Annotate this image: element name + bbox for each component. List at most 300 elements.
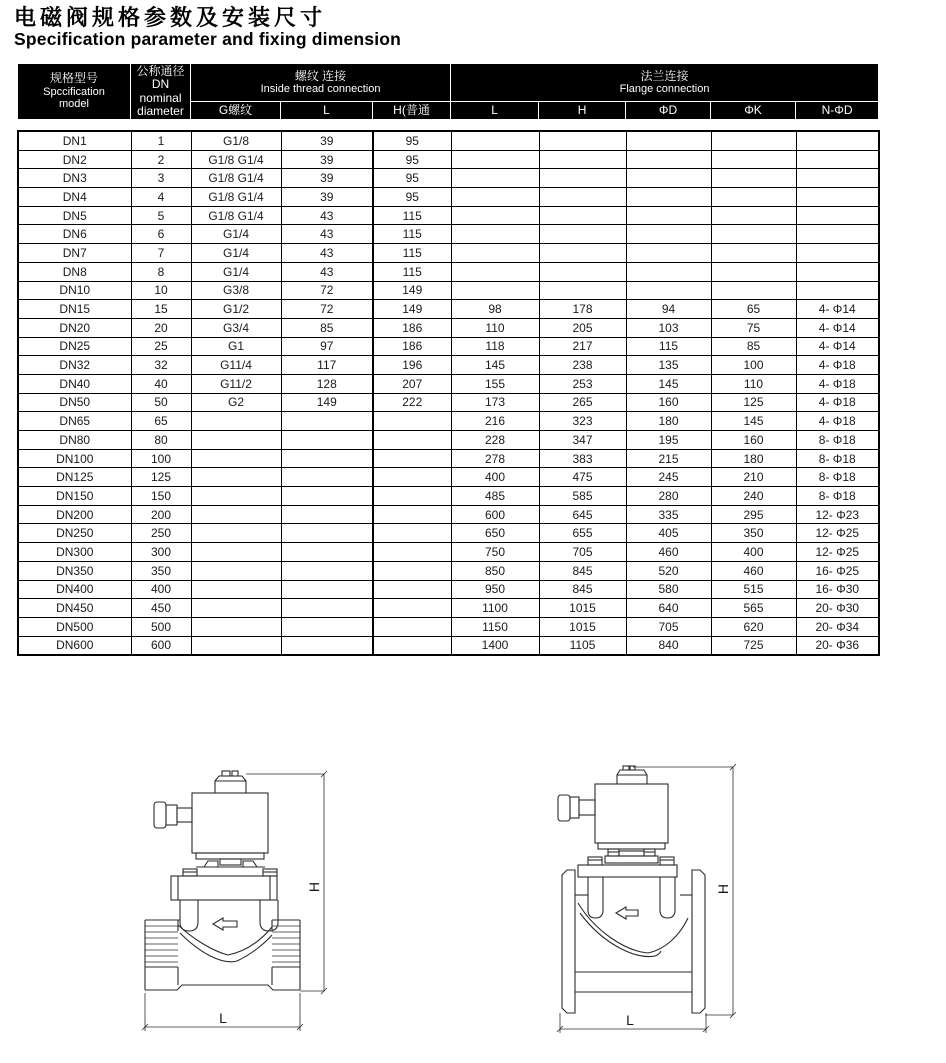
cell-thread-h: 196 xyxy=(373,356,451,375)
cell-thread-h xyxy=(373,412,451,431)
cell-flange-l xyxy=(451,150,539,169)
cell-thread-h: 95 xyxy=(373,188,451,207)
cell-dn: 125 xyxy=(131,468,191,487)
header-flange-zh: 法兰连接 xyxy=(640,68,689,83)
cable-connector xyxy=(558,795,595,821)
cell-flange-l xyxy=(451,281,539,300)
threaded-valve-drawing xyxy=(120,755,360,1055)
cell-phi-d: 135 xyxy=(626,356,711,375)
cell-phi-k xyxy=(711,225,796,244)
table-row xyxy=(18,449,879,468)
cell-thread-l: 39 xyxy=(281,150,373,169)
cell-n-phi-d: 12- Φ25 xyxy=(796,524,879,543)
cell-phi-k: 725 xyxy=(711,636,796,655)
table-row xyxy=(18,281,879,300)
cell-n-phi-d: 20- Φ36 xyxy=(796,636,879,655)
table-row xyxy=(18,374,879,393)
cell-g-thread: G1/4 xyxy=(191,225,281,244)
cell-phi-d: 245 xyxy=(626,468,711,487)
cell-thread-h xyxy=(373,599,451,618)
cell-flange-h: 845 xyxy=(539,561,626,580)
cell-phi-k: 75 xyxy=(711,318,796,337)
cell-thread-h: 149 xyxy=(373,300,451,319)
cell-thread-h xyxy=(373,468,451,487)
table-row xyxy=(18,337,879,356)
cell-n-phi-d: 4- Φ18 xyxy=(796,374,879,393)
header-model-en2: model xyxy=(59,98,89,111)
cell-flange-l xyxy=(451,262,539,281)
cell-phi-k xyxy=(711,150,796,169)
cell-flange-l: 278 xyxy=(451,449,539,468)
cell-model: DN100 xyxy=(18,449,131,468)
cell-g-thread xyxy=(191,617,281,636)
cell-n-phi-d: 4- Φ18 xyxy=(796,393,879,412)
table-row xyxy=(18,617,879,636)
cell-dn: 32 xyxy=(131,356,191,375)
cell-dn: 2 xyxy=(131,150,191,169)
bonnet-plate xyxy=(605,856,658,863)
cell-flange-h: 178 xyxy=(539,300,626,319)
cell-flange-h: 845 xyxy=(539,580,626,599)
cell-thread-l xyxy=(281,580,373,599)
cell-phi-k: 460 xyxy=(711,561,796,580)
cell-thread-h: 149 xyxy=(373,281,451,300)
cell-n-phi-d: 4- Φ14 xyxy=(796,318,879,337)
cell-dn: 500 xyxy=(131,617,191,636)
cell-flange-h xyxy=(539,169,626,188)
cell-flange-h xyxy=(539,262,626,281)
cell-n-phi-d xyxy=(796,262,879,281)
cell-flange-l: 1100 xyxy=(451,599,539,618)
cell-model: DN40 xyxy=(18,374,131,393)
cell-dn: 150 xyxy=(131,487,191,506)
cell-g-thread: G1/8 G1/4 xyxy=(191,150,281,169)
cell-model: DN20 xyxy=(18,318,131,337)
cell-g-thread xyxy=(191,449,281,468)
cell-n-phi-d: 8- Φ18 xyxy=(796,487,879,506)
cell-phi-d: 520 xyxy=(626,561,711,580)
cell-dn: 8 xyxy=(131,262,191,281)
cell-phi-d: 705 xyxy=(626,617,711,636)
cell-thread-l: 128 xyxy=(281,374,373,393)
cell-model: DN6 xyxy=(18,225,131,244)
cell-model: DN400 xyxy=(18,580,131,599)
cell-thread-h xyxy=(373,487,451,506)
cell-model: DN500 xyxy=(18,617,131,636)
cell-flange-l: 155 xyxy=(451,374,539,393)
cell-model: DN300 xyxy=(18,543,131,562)
cell-n-phi-d: 16- Φ25 xyxy=(796,561,879,580)
dimension-lines xyxy=(557,764,736,1033)
cell-phi-d: 335 xyxy=(626,505,711,524)
left-flange xyxy=(562,870,575,1013)
cell-model: DN80 xyxy=(18,431,131,450)
cell-g-thread: G1/2 xyxy=(191,300,281,319)
cell-flange-l: 173 xyxy=(451,393,539,412)
cell-thread-h: 115 xyxy=(373,262,451,281)
cell-n-phi-d xyxy=(796,150,879,169)
cell-thread-l: 43 xyxy=(281,262,373,281)
cell-model: DN1 xyxy=(18,131,131,150)
cell-model: DN2 xyxy=(18,150,131,169)
header-n-phi-d: N-ΦD xyxy=(796,102,879,120)
cell-dn: 20 xyxy=(131,318,191,337)
cell-thread-l xyxy=(281,431,373,450)
cell-phi-d xyxy=(626,244,711,263)
header-thread-zh: 螺纹 连接 xyxy=(294,68,347,83)
cell-n-phi-d xyxy=(796,244,879,263)
cell-g-thread xyxy=(191,543,281,562)
cell-phi-d xyxy=(626,206,711,225)
flanged-valve-outline xyxy=(558,766,705,1013)
table-row xyxy=(18,169,879,188)
cell-model: DN32 xyxy=(18,356,131,375)
header-thread-l: L xyxy=(281,102,373,120)
cell-model: DN8 xyxy=(18,262,131,281)
flow-arrow-icon xyxy=(616,907,638,919)
cell-flange-h: 1015 xyxy=(539,617,626,636)
cell-model: DN200 xyxy=(18,505,131,524)
cell-model: DN125 xyxy=(18,468,131,487)
header-phi-d: ΦD xyxy=(626,102,711,120)
cell-g-thread: G11/2 xyxy=(191,374,281,393)
cell-n-phi-d: 12- Φ23 xyxy=(796,505,879,524)
table-row xyxy=(18,543,879,562)
cell-thread-h: 222 xyxy=(373,393,451,412)
cell-flange-h: 238 xyxy=(539,356,626,375)
cell-flange-l xyxy=(451,169,539,188)
cell-thread-l: 97 xyxy=(281,337,373,356)
cell-phi-k xyxy=(711,169,796,188)
table-row xyxy=(18,300,879,319)
table-row xyxy=(18,188,879,207)
cell-thread-l xyxy=(281,412,373,431)
dimension-label-h: H xyxy=(306,881,322,893)
cell-flange-h: 585 xyxy=(539,487,626,506)
dimension-label-l: L xyxy=(626,1012,634,1028)
cell-phi-k: 515 xyxy=(711,580,796,599)
cell-flange-l: 110 xyxy=(451,318,539,337)
cell-thread-l: 43 xyxy=(281,225,373,244)
cell-phi-d xyxy=(626,281,711,300)
cell-dn: 400 xyxy=(131,580,191,599)
header-phi-k: ΦK xyxy=(711,102,796,120)
cell-dn: 600 xyxy=(131,636,191,655)
cell-model: DN350 xyxy=(18,561,131,580)
cell-model: DN600 xyxy=(18,636,131,655)
cell-dn: 50 xyxy=(131,393,191,412)
cell-thread-l xyxy=(281,487,373,506)
cell-g-thread xyxy=(191,636,281,655)
table-row xyxy=(18,356,879,375)
cell-n-phi-d xyxy=(796,131,879,150)
table-row xyxy=(18,244,879,263)
cell-phi-d: 180 xyxy=(626,412,711,431)
cell-thread-l xyxy=(281,449,373,468)
coil-housing xyxy=(192,793,268,853)
cell-dn: 350 xyxy=(131,561,191,580)
cell-g-thread xyxy=(191,599,281,618)
cell-thread-h xyxy=(373,543,451,562)
cell-flange-h: 217 xyxy=(539,337,626,356)
cell-dn: 7 xyxy=(131,244,191,263)
cell-dn: 1 xyxy=(131,131,191,150)
bonnet-plate xyxy=(171,876,277,900)
cell-model: DN450 xyxy=(18,599,131,618)
cell-model: DN15 xyxy=(18,300,131,319)
cell-dn: 25 xyxy=(131,337,191,356)
table-row xyxy=(18,561,879,580)
cell-flange-l: 400 xyxy=(451,468,539,487)
cell-flange-l xyxy=(451,131,539,150)
cell-thread-h: 186 xyxy=(373,318,451,337)
dimension-label-h: H xyxy=(715,883,731,895)
table-row xyxy=(18,524,879,543)
cell-phi-d xyxy=(626,131,711,150)
cell-phi-k: 100 xyxy=(711,356,796,375)
spec-table-body xyxy=(17,130,880,656)
cell-flange-h: 475 xyxy=(539,468,626,487)
cell-thread-h xyxy=(373,524,451,543)
header-flange-en: Flange connection xyxy=(619,83,710,96)
cell-g-thread: G1 xyxy=(191,337,281,356)
cell-n-phi-d xyxy=(796,225,879,244)
cell-thread-l: 39 xyxy=(281,131,373,150)
cell-dn: 10 xyxy=(131,281,191,300)
cell-g-thread xyxy=(191,524,281,543)
cell-thread-h xyxy=(373,580,451,599)
cell-flange-l: 98 xyxy=(451,300,539,319)
cell-thread-l: 43 xyxy=(281,244,373,263)
cell-model: DN5 xyxy=(18,206,131,225)
cell-model: DN4 xyxy=(18,188,131,207)
cell-flange-l: 600 xyxy=(451,505,539,524)
cell-thread-h: 115 xyxy=(373,206,451,225)
cell-phi-d: 195 xyxy=(626,431,711,450)
cell-g-thread: G1/8 xyxy=(191,131,281,150)
cell-phi-d xyxy=(626,188,711,207)
cell-n-phi-d: 8- Φ18 xyxy=(796,468,879,487)
cell-g-thread xyxy=(191,468,281,487)
cell-flange-l: 950 xyxy=(451,580,539,599)
cell-phi-d: 840 xyxy=(626,636,711,655)
cell-thread-l: 43 xyxy=(281,206,373,225)
cell-dn: 40 xyxy=(131,374,191,393)
dimension-label-l: L xyxy=(219,1010,227,1026)
cell-phi-d: 145 xyxy=(626,374,711,393)
cell-flange-l: 650 xyxy=(451,524,539,543)
table-row xyxy=(18,468,879,487)
cell-flange-h: 253 xyxy=(539,374,626,393)
cell-thread-l xyxy=(281,636,373,655)
cell-dn: 5 xyxy=(131,206,191,225)
cell-flange-h: 323 xyxy=(539,412,626,431)
cell-flange-h: 705 xyxy=(539,543,626,562)
cell-n-phi-d: 4- Φ18 xyxy=(796,356,879,375)
cell-model: DN3 xyxy=(18,169,131,188)
cell-flange-h xyxy=(539,188,626,207)
coil-housing xyxy=(595,784,668,843)
cell-phi-k: 350 xyxy=(711,524,796,543)
cell-dn: 250 xyxy=(131,524,191,543)
cell-thread-h xyxy=(373,617,451,636)
cell-thread-h: 95 xyxy=(373,150,451,169)
header-g-thread: G螺纹 xyxy=(191,102,281,120)
cell-thread-l xyxy=(281,524,373,543)
cell-flange-l: 228 xyxy=(451,431,539,450)
cell-n-phi-d: 4- Φ14 xyxy=(796,300,879,319)
cell-thread-h xyxy=(373,505,451,524)
cell-phi-d: 405 xyxy=(626,524,711,543)
cell-flange-h xyxy=(539,206,626,225)
header-thread-en: Inside thread connection xyxy=(260,83,381,96)
cell-phi-k xyxy=(711,281,796,300)
table-row xyxy=(18,580,879,599)
cell-phi-k: 65 xyxy=(711,300,796,319)
header-thread-section xyxy=(191,64,451,102)
cell-thread-l xyxy=(281,617,373,636)
cell-phi-k xyxy=(711,244,796,263)
cell-thread-h: 95 xyxy=(373,169,451,188)
cell-g-thread xyxy=(191,580,281,599)
cell-dn: 4 xyxy=(131,188,191,207)
cell-phi-d: 215 xyxy=(626,449,711,468)
cell-dn: 80 xyxy=(131,431,191,450)
right-flange xyxy=(692,870,705,1013)
cell-phi-k: 110 xyxy=(711,374,796,393)
cell-phi-k: 240 xyxy=(711,487,796,506)
cell-phi-d xyxy=(626,225,711,244)
cell-g-thread: G3/4 xyxy=(191,318,281,337)
cell-flange-l xyxy=(451,188,539,207)
cell-thread-l: 85 xyxy=(281,318,373,337)
header-flange-section xyxy=(451,64,879,102)
cell-phi-k: 145 xyxy=(711,412,796,431)
cell-phi-d: 640 xyxy=(626,599,711,618)
cell-flange-l: 216 xyxy=(451,412,539,431)
table-row xyxy=(18,262,879,281)
cell-phi-k: 180 xyxy=(711,449,796,468)
cable-connector xyxy=(154,802,192,828)
table-row xyxy=(18,150,879,169)
cell-thread-h xyxy=(373,636,451,655)
cell-n-phi-d: 8- Φ18 xyxy=(796,431,879,450)
cell-thread-h: 95 xyxy=(373,131,451,150)
cell-g-thread: G1/4 xyxy=(191,244,281,263)
cell-thread-h: 207 xyxy=(373,374,451,393)
table-row xyxy=(18,505,879,524)
cell-model: DN250 xyxy=(18,524,131,543)
table-row xyxy=(18,431,879,450)
header-dn-l3: nominal xyxy=(139,90,182,105)
cell-phi-d: 115 xyxy=(626,337,711,356)
table-row xyxy=(18,412,879,431)
cell-g-thread: G11/4 xyxy=(191,356,281,375)
cell-n-phi-d: 12- Φ25 xyxy=(796,543,879,562)
cell-dn: 65 xyxy=(131,412,191,431)
cell-model: DN10 xyxy=(18,281,131,300)
flow-arrow-icon xyxy=(213,918,237,930)
cell-thread-l xyxy=(281,599,373,618)
cell-model: DN7 xyxy=(18,244,131,263)
cell-thread-l: 72 xyxy=(281,300,373,319)
cell-thread-l xyxy=(281,543,373,562)
cell-phi-d: 580 xyxy=(626,580,711,599)
threaded-valve-outline xyxy=(145,771,300,990)
header-flange-l: L xyxy=(451,102,539,120)
cell-flange-l: 145 xyxy=(451,356,539,375)
cell-flange-h xyxy=(539,281,626,300)
cell-n-phi-d: 20- Φ34 xyxy=(796,617,879,636)
cell-flange-h xyxy=(539,225,626,244)
cell-flange-l xyxy=(451,225,539,244)
flanged-valve-drawing xyxy=(540,755,780,1055)
cell-thread-h xyxy=(373,449,451,468)
header-model xyxy=(18,64,131,120)
cell-dn: 450 xyxy=(131,599,191,618)
cell-flange-h: 1015 xyxy=(539,599,626,618)
table-row xyxy=(18,131,879,150)
cell-phi-k xyxy=(711,206,796,225)
cell-n-phi-d: 16- Φ30 xyxy=(796,580,879,599)
cell-dn: 300 xyxy=(131,543,191,562)
cell-flange-l: 750 xyxy=(451,543,539,562)
header-dn-zh: 公称通径 xyxy=(136,63,185,78)
table-row xyxy=(18,318,879,337)
thread-hatching xyxy=(145,926,300,962)
cell-n-phi-d xyxy=(796,281,879,300)
table-row xyxy=(18,636,879,655)
cell-thread-l: 117 xyxy=(281,356,373,375)
cell-n-phi-d xyxy=(796,188,879,207)
cell-thread-l xyxy=(281,505,373,524)
dimension-lines xyxy=(142,771,327,1031)
cell-model: DN25 xyxy=(18,337,131,356)
cell-thread-l xyxy=(281,561,373,580)
cell-thread-l: 39 xyxy=(281,188,373,207)
cell-phi-k: 160 xyxy=(711,431,796,450)
cell-phi-d xyxy=(626,169,711,188)
page-title-chinese: 电磁阀规格参数及安装尺寸 xyxy=(14,5,327,30)
cell-dn: 3 xyxy=(131,169,191,188)
cell-g-thread: G2 xyxy=(191,393,281,412)
cell-model: DN150 xyxy=(18,487,131,506)
cell-thread-h: 115 xyxy=(373,225,451,244)
header-thread-h: H(普通 xyxy=(373,102,451,120)
cell-g-thread: G1/8 G1/4 xyxy=(191,169,281,188)
cell-phi-k: 85 xyxy=(711,337,796,356)
cell-thread-h xyxy=(373,561,451,580)
header-dn-l2: DN xyxy=(151,77,170,92)
header-dn-l4: diameter xyxy=(137,103,184,118)
cell-phi-d: 460 xyxy=(626,543,711,562)
cell-phi-d: 103 xyxy=(626,318,711,337)
table-row xyxy=(18,206,879,225)
cell-phi-k: 400 xyxy=(711,543,796,562)
page-title-english: Specification parameter and fixing dimension xyxy=(14,29,402,49)
cell-flange-l: 850 xyxy=(451,561,539,580)
cell-dn: 200 xyxy=(131,505,191,524)
cell-g-thread: G1/8 G1/4 xyxy=(191,188,281,207)
cell-dn: 6 xyxy=(131,225,191,244)
cell-g-thread: G1/8 G1/4 xyxy=(191,206,281,225)
cell-dn: 15 xyxy=(131,300,191,319)
table-row xyxy=(18,225,879,244)
cell-thread-l: 149 xyxy=(281,393,373,412)
cell-thread-l: 72 xyxy=(281,281,373,300)
cell-thread-l: 39 xyxy=(281,169,373,188)
cell-n-phi-d: 4- Φ14 xyxy=(796,337,879,356)
